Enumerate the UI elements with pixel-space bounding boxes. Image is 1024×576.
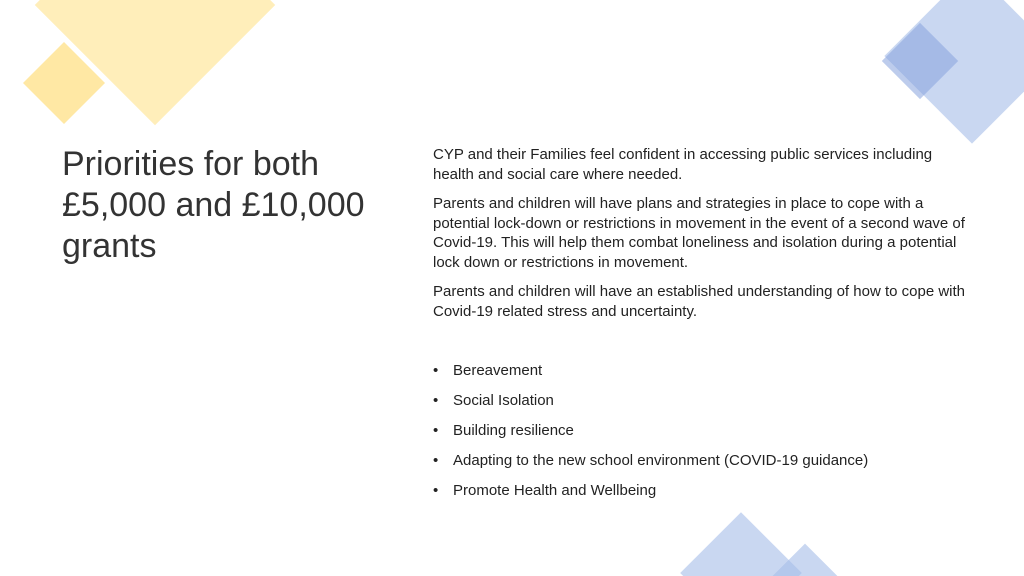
slide-content bbox=[433, 145, 973, 511]
priority-bullet-list bbox=[433, 361, 973, 501]
bullet-item: • Social Isolation bbox=[433, 391, 973, 411]
priority-paragraph: Parents and children will have an established understanding of how to cope with Covid-19 related stress and uncertainty. bbox=[433, 283, 966, 320]
bullet-item: • Building resilience bbox=[433, 421, 973, 441]
slide-title: Priorities for both £5,000 and £10,000 grants bbox=[62, 145, 365, 265]
priority-paragraph: CYP and their Families feel confident in accessing public services including health and social care where needed. bbox=[433, 146, 933, 183]
bullet-item: • Promote Health and Wellbeing bbox=[433, 481, 973, 501]
priority-paragraph: Parents and children will have plans and strategies in place to cope with a potential lock-down or restrictions in movement in the event of a second wave of Covid-19. This will help them combat loneliness and isolation during a potential lock down or restrictions in movement. bbox=[433, 195, 965, 271]
bullet-item: • Bereavement bbox=[433, 361, 973, 381]
bullet-item: • Adapting to the new school environment (COVID-19 guidance) bbox=[433, 451, 973, 471]
